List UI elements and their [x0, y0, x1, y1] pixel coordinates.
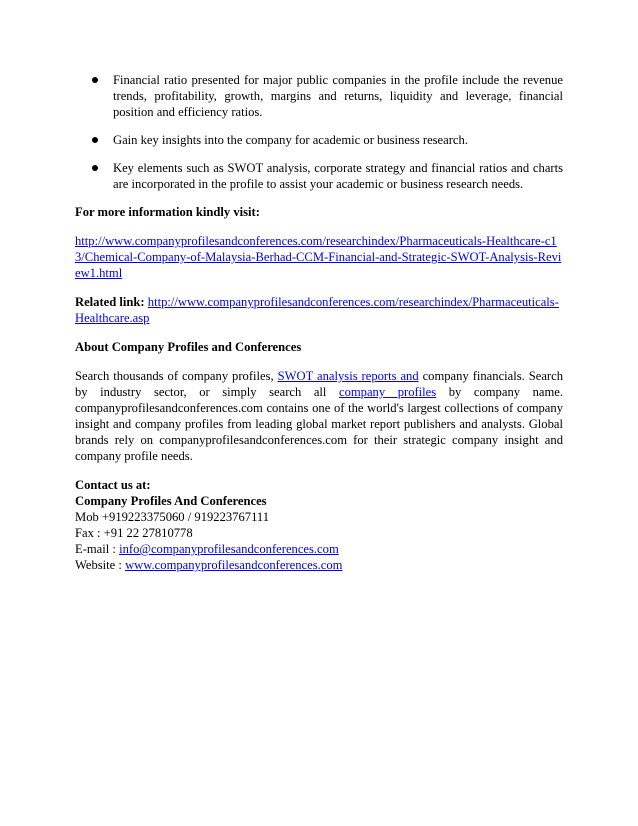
bullet-item	[75, 160, 563, 192]
more-info-link[interactable]: http://www.companyprofilesandconferences.com/researchindex/Pharmaceuticals-Healthcare-c13/Chemical-Company-of-Malaysia-Berhad-CCM-Financial-and-Strategic-SWOT-Analysis-Review1.html	[75, 234, 562, 280]
company-profiles-link[interactable]: company profiles	[338, 385, 437, 399]
bullet-text: Key elements such as SWOT analysis, corporate strategy and financial ratios and charts are incorporated in the profile to assist your academic or business research needs.	[113, 161, 563, 191]
email-link[interactable]: info@companyprofilesandconferences.com	[119, 542, 339, 556]
contact-mobile: Mob +919223375060 / 919223767111	[75, 510, 270, 524]
related-link-label: Related link:	[75, 295, 145, 309]
contact-company: Company Profiles And Conferences	[75, 494, 267, 508]
about-text-1: Search thousands of company profiles,	[75, 369, 278, 383]
bullet-item	[75, 72, 563, 120]
page-content	[75, 72, 563, 573]
related-link-paragraph	[75, 294, 563, 326]
website-label: Website :	[75, 558, 126, 572]
contact-website-row	[75, 557, 563, 573]
bullet-dot-icon	[92, 165, 98, 171]
swot-reports-link[interactable]: SWOT analysis reports and	[277, 369, 419, 383]
more-info-paragraph	[75, 233, 563, 281]
contact-heading: Contact us at:	[75, 478, 151, 492]
contact-email-row	[75, 541, 563, 557]
bullet-dot-icon	[92, 77, 98, 83]
feature-bullet-list	[75, 72, 563, 192]
about-paragraph	[75, 368, 563, 464]
bullet-text: Financial ratio presented for major public companies in the profile include the revenue trends, profitability, growth, margins and returns, liquidity and leverage, financial position and efficiency ratios.	[113, 73, 563, 119]
about-text-3: by company name. companyprofilesandconferences.com contains one of the world's largest collections of company insight and company profiles from leading global market report publishers and analysts. Global brands rely on companyprofilesandconferences.com for their strategic company insight and company profile needs.	[75, 385, 564, 463]
about-text-2: company financials. Search by industry sector, or simply search all	[75, 369, 563, 399]
email-label: E-mail :	[75, 542, 120, 556]
more-info-heading: For more information kindly visit:	[75, 205, 260, 219]
bullet-dot-icon	[92, 137, 98, 143]
contact-block	[75, 477, 563, 573]
related-link[interactable]: http://www.companyprofilesandconferences.com/researchindex/Pharmaceuticals-Healthcare.asp	[75, 295, 559, 325]
bullet-text: Gain key insights into the company for academic or business research.	[113, 133, 468, 147]
bullet-item	[75, 132, 563, 148]
contact-fax: Fax : +91 22 27810778	[75, 526, 193, 540]
website-link[interactable]: www.companyprofilesandconferences.com	[125, 558, 343, 572]
about-heading: About Company Profiles and Conferences	[75, 340, 302, 354]
